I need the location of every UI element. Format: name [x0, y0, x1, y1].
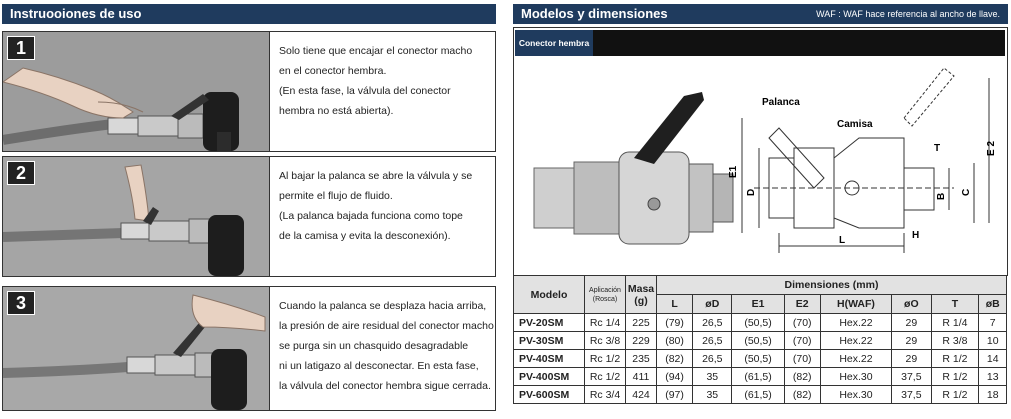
- table-cell: 411: [626, 368, 657, 386]
- table-cell: 29: [892, 314, 931, 332]
- col-t: T: [931, 295, 979, 314]
- table-cell: 10: [979, 332, 1007, 350]
- table-cell: R 1/2: [931, 386, 979, 404]
- table-cell: (50,5): [732, 332, 784, 350]
- step-3-line-2: la presión de aire residual del conector macho: [279, 320, 494, 332]
- table-cell: R 3/8: [931, 332, 979, 350]
- usage-instructions-header: [2, 4, 496, 24]
- step-2-line-1: Al bajar la palanca se abre la válvula y se: [279, 170, 473, 182]
- step-2-photo: [3, 157, 270, 276]
- step-1-line-3: (En esta fase, la válvula del conector: [279, 85, 451, 97]
- label-d: D: [746, 188, 757, 196]
- step-1-line-1: Solo tiene que encajar el conector macho: [279, 45, 473, 57]
- table-cell: Rc 3/8: [585, 332, 626, 350]
- step-1-text: [279, 41, 493, 121]
- table-cell: Hex.22: [820, 332, 891, 350]
- waf-note: WAF : WAF hace referencia al ancho de llave.: [816, 9, 1000, 19]
- table-cell: 37,5: [892, 386, 931, 404]
- table-cell: (61,5): [732, 386, 784, 404]
- models-dimensions-header: [513, 4, 1008, 24]
- table-cell: 14: [979, 350, 1007, 368]
- table-cell: 13: [979, 368, 1007, 386]
- step-2-line-2: permite el flujo de fluido.: [279, 190, 393, 202]
- table-cell: 18: [979, 386, 1007, 404]
- col-od: øD: [693, 295, 732, 314]
- table-cell: 37,5: [892, 368, 931, 386]
- step-3-line-4: ni un latigazo al desconectar. En esta fase,: [279, 360, 479, 372]
- step-3-line-3: se purga sin un chasquido desagradable: [279, 340, 469, 352]
- table-cell: R 1/4: [931, 314, 979, 332]
- step-3-number: 3: [7, 291, 35, 315]
- coupler-line-drawing: [742, 68, 989, 253]
- header-modelo: Modelo: [514, 276, 585, 314]
- header-aplicacion: Aplicación (Rosca): [585, 276, 626, 314]
- step-2-text: [279, 166, 493, 246]
- usage-instructions-title: Instruooiones de uso: [10, 6, 142, 21]
- table-row: [514, 350, 1007, 368]
- models-dimensions-title: Modelos y dimensiones: [521, 6, 668, 21]
- table-cell: (70): [784, 332, 820, 350]
- table-cell: 424: [626, 386, 657, 404]
- table-cell: 7: [979, 314, 1007, 332]
- dimensions-table-body: [514, 314, 1007, 404]
- label-h: H: [912, 230, 920, 241]
- col-ob: øB: [979, 295, 1007, 314]
- drawing-panel: [513, 27, 1008, 276]
- table-cell: Hex.30: [820, 368, 891, 386]
- col-oo: øO: [892, 295, 931, 314]
- model-cell: PV-400SM: [514, 368, 585, 386]
- dimensions-table: [513, 275, 1007, 404]
- step-2-line-3: (La palanca bajada funciona como tope: [279, 210, 463, 222]
- table-cell: (70): [784, 314, 820, 332]
- table-cell: (82): [657, 350, 693, 368]
- model-cell: PV-30SM: [514, 332, 585, 350]
- table-cell: 26,5: [693, 332, 732, 350]
- col-e1: E1: [732, 295, 784, 314]
- panel-title-bar: [593, 30, 1005, 56]
- step-1-line-2: en el conector hembra.: [279, 65, 387, 77]
- label-e2: E 2: [986, 140, 997, 156]
- label-t: T: [934, 143, 941, 154]
- table-cell: 29: [892, 332, 931, 350]
- table-cell: R 1/2: [931, 350, 979, 368]
- table-cell: (79): [657, 314, 693, 332]
- step-2-panel: [2, 156, 496, 277]
- table-cell: (61,5): [732, 368, 784, 386]
- table-cell: Rc 3/4: [585, 386, 626, 404]
- label-l: L: [839, 235, 846, 246]
- table-cell: (82): [784, 386, 820, 404]
- table-cell: 26,5: [693, 350, 732, 368]
- label-b: B: [936, 192, 947, 200]
- label-camisa: Camisa: [837, 119, 873, 130]
- table-cell: Hex.30: [820, 386, 891, 404]
- table-cell: (97): [657, 386, 693, 404]
- col-l: L: [657, 295, 693, 314]
- step-2-line-4: de la camisa y evita la desconexión).: [279, 230, 451, 242]
- step-1-line-4: hembra no está abierta).: [279, 105, 394, 117]
- table-cell: (94): [657, 368, 693, 386]
- model-cell: PV-40SM: [514, 350, 585, 368]
- step-3-photo: [3, 287, 270, 410]
- table-cell: 35: [693, 386, 732, 404]
- col-h-waf: H(WAF): [820, 295, 891, 314]
- table-cell: R 1/2: [931, 368, 979, 386]
- step-1-number: 1: [7, 36, 35, 60]
- table-cell: Rc 1/2: [585, 350, 626, 368]
- model-cell: PV-600SM: [514, 386, 585, 404]
- label-e1: E1: [728, 165, 739, 178]
- table-cell: 225: [626, 314, 657, 332]
- step-1-photo: [3, 32, 270, 151]
- table-cell: 29: [892, 350, 931, 368]
- table-row: [514, 332, 1007, 350]
- label-c: C: [961, 188, 972, 196]
- table-cell: (50,5): [732, 350, 784, 368]
- table-cell: Rc 1/4: [585, 314, 626, 332]
- table-cell: (82): [784, 368, 820, 386]
- table-cell: (80): [657, 332, 693, 350]
- label-palanca: Palanca: [762, 97, 800, 108]
- table-row: [514, 368, 1007, 386]
- step-3-line-1: Cuando la palanca se desplaza hacia arriba,: [279, 300, 487, 312]
- step-1-panel: [2, 31, 496, 152]
- header-dimensiones: Dimensiones (mm): [657, 276, 1007, 295]
- header-masa: Masa (g): [626, 276, 657, 314]
- table-cell: 35: [693, 368, 732, 386]
- table-cell: 229: [626, 332, 657, 350]
- coupler-product-image: [534, 92, 733, 244]
- table-cell: 235: [626, 350, 657, 368]
- table-row: [514, 314, 1007, 332]
- step-2-number: 2: [7, 161, 35, 185]
- col-e2: E2: [784, 295, 820, 314]
- model-cell: PV-20SM: [514, 314, 585, 332]
- table-cell: (70): [784, 350, 820, 368]
- step-3-panel: [2, 286, 496, 411]
- technical-drawing: [514, 28, 1007, 275]
- table-cell: 26,5: [693, 314, 732, 332]
- step-3-text: [279, 296, 493, 396]
- table-cell: Hex.22: [820, 350, 891, 368]
- table-row: [514, 386, 1007, 404]
- table-cell: Rc 1/2: [585, 368, 626, 386]
- table-cell: Hex.22: [820, 314, 891, 332]
- table-cell: (50,5): [732, 314, 784, 332]
- female-connector-tab: Conector hembra: [515, 30, 593, 56]
- step-3-line-5: la válvula del conector hembra sigue cerrada.: [279, 380, 491, 392]
